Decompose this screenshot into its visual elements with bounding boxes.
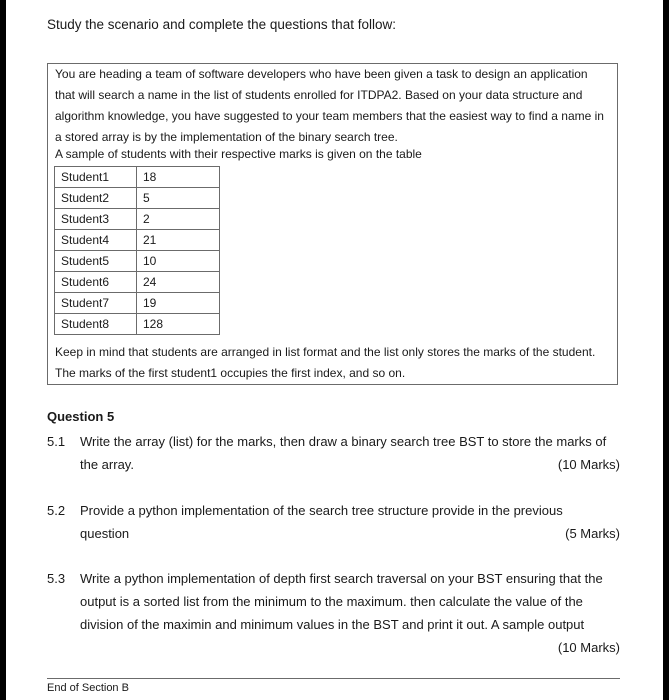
table-row	[55, 272, 220, 293]
footer-divider	[47, 678, 620, 679]
question-body	[80, 430, 620, 476]
student-marks-table	[54, 166, 220, 335]
student-name-cell: Student3	[55, 209, 137, 230]
question-line: Write a python implementation of depth first search traversal on your BST ensuring that the	[80, 571, 603, 586]
student-mark-cell: 21	[137, 230, 220, 251]
question-line: division of the maximin and minimum values in the BST and print it out. A sample output	[80, 617, 585, 632]
question-line: the array.	[80, 457, 134, 472]
scenario-line: a stored array is by the implementation of the binary search tree.	[55, 130, 398, 144]
scenario-box	[47, 63, 618, 385]
left-edge-border	[0, 0, 6, 700]
scenario-paragraph	[55, 64, 615, 148]
table-row	[55, 230, 220, 251]
note-line: The marks of the first student1 occupies the first index, and so on.	[55, 366, 406, 380]
sample-label: A sample of students with their respective marks is given on the table	[55, 147, 422, 161]
right-edge-border	[663, 0, 669, 700]
student-name-cell: Student4	[55, 230, 137, 251]
student-mark-cell: 10	[137, 251, 220, 272]
question-number: 5.2	[47, 503, 66, 518]
question-body	[80, 499, 620, 545]
student-name-cell: Student5	[55, 251, 137, 272]
note-line: Keep in mind that students are arranged in list format and the list only stores the marks of the student.	[55, 345, 596, 359]
scenario-note	[55, 342, 615, 384]
student-name-cell: Student2	[55, 188, 137, 209]
question-line: question	[80, 526, 130, 541]
student-mark-cell: 24	[137, 272, 220, 293]
student-mark-cell: 19	[137, 293, 220, 314]
student-name-cell: Student8	[55, 314, 137, 335]
student-name-cell: Student7	[55, 293, 137, 314]
student-mark-cell: 5	[137, 188, 220, 209]
question-number: 5.3	[47, 571, 66, 586]
question-heading: Question 5	[47, 409, 115, 424]
student-mark-cell: 128	[137, 314, 220, 335]
table-row	[55, 251, 220, 272]
intro-text: Study the scenario and complete the questions that follow:	[47, 17, 396, 32]
table-row	[55, 188, 220, 209]
question-marks: (10 Marks)	[557, 640, 620, 655]
question-number: 5.1	[47, 434, 66, 449]
table-row	[55, 314, 220, 335]
question-line: output is a sorted list from the minimum to the maximum. then calculate the value of the	[80, 594, 583, 609]
question-marks: (10 Marks)	[557, 457, 620, 472]
footer-text: End of Section B	[47, 682, 129, 694]
student-name-cell: Student6	[55, 272, 137, 293]
student-mark-cell: 2	[137, 209, 220, 230]
student-name-cell: Student1	[55, 167, 137, 188]
question-item	[47, 567, 620, 659]
question-line: Write the array (list) for the marks, then draw a binary search tree BST to store the marks of	[80, 434, 607, 449]
question-marks: (5 Marks)	[565, 526, 620, 541]
table-row	[55, 167, 220, 188]
question-item	[47, 430, 620, 476]
table-row	[55, 293, 220, 314]
question-body	[80, 567, 620, 636]
table-row	[55, 209, 220, 230]
scenario-line: algorithm knowledge, you have suggested to your team members that the easiest way to find a name in	[55, 109, 604, 123]
student-mark-cell: 18	[137, 167, 220, 188]
question-line: Provide a python implementation of the search tree structure provide in the previous	[80, 503, 563, 518]
scenario-line: that will search a name in the list of students enrolled for ITDPA2. Based on your data structure and	[55, 88, 583, 102]
question-item	[47, 499, 620, 545]
scenario-line: You are heading a team of software developers who have been given a task to design an application	[55, 67, 588, 81]
